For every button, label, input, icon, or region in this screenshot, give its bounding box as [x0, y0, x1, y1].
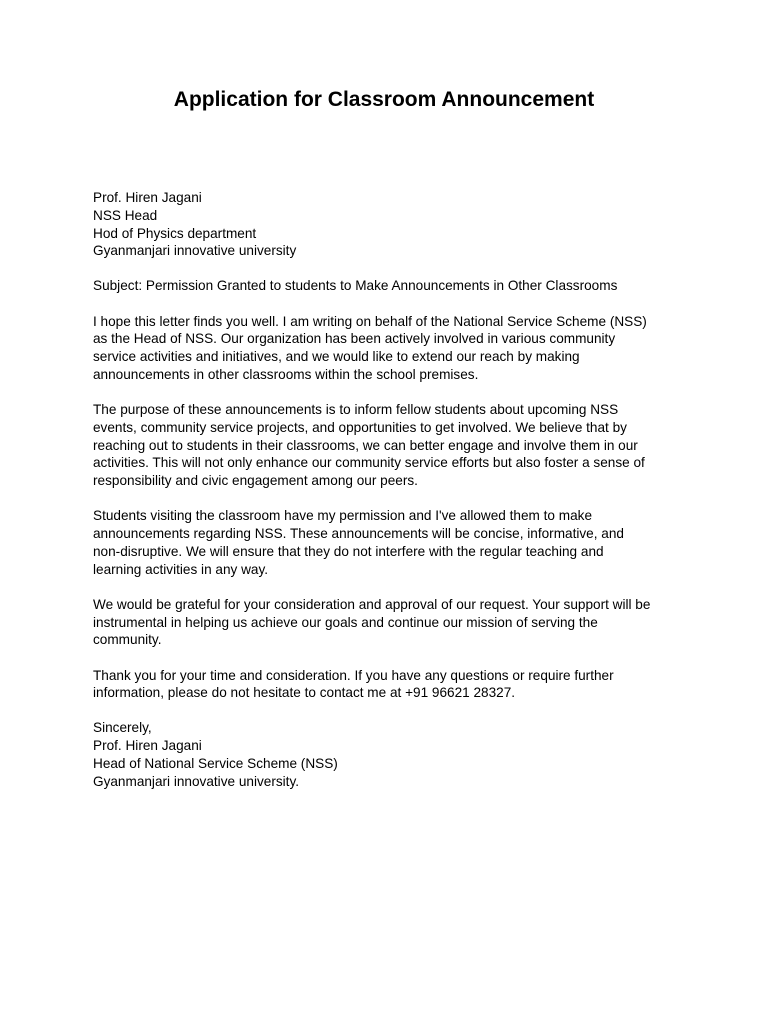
paragraph-permission: [93, 507, 683, 578]
paragraph-intro: [93, 313, 683, 384]
address-line: Prof. Hiren Jagani: [93, 190, 202, 205]
subject-line: [93, 277, 683, 295]
paragraph-line: Thank you for your time and consideration. If you have any questions or require further: [93, 667, 614, 683]
paragraph-line: I hope this letter finds you well. I am writing on behalf of the National Service Scheme (NSS): [93, 313, 647, 329]
paragraph-line: The purpose of these announcements is to inform fellow students about upcoming NSS: [93, 402, 619, 418]
paragraph-line: events, community service projects, and opportunities to get involved. We believe that by: [93, 419, 627, 435]
closing-signature: [93, 719, 683, 790]
paragraph-line: announcements regarding NSS. These announcements will be concise, informative, and: [93, 526, 624, 542]
closing-line: Sincerely,: [93, 720, 152, 736]
paragraph-line: instrumental in helping us achieve our goals and continue our mission of serving the: [93, 614, 598, 630]
paragraph-line: as the Head of NSS. Our organization has been actively involved in various community: [93, 331, 616, 347]
paragraph-line: learning activities in any way.: [93, 561, 269, 577]
paragraph-request: [93, 596, 683, 649]
address-line: Hod of Physics department: [93, 225, 257, 241]
paragraph-line: Students visiting the classroom have my permission and I've allowed them to make: [93, 508, 592, 524]
paragraph-line: We would be grateful for your consideration and approval of our request. Your support will be: [93, 596, 651, 612]
address-line: NSS Head: [93, 207, 158, 223]
closing-line: Prof. Hiren Jagani: [93, 738, 202, 754]
closing-line: Head of National Service Scheme (NSS): [93, 756, 338, 771]
paragraph-purpose: [93, 401, 683, 490]
paragraph-line: responsibility and civic engagement among our peers.: [93, 473, 418, 489]
address-line: Gyanmanjari innovative university: [93, 243, 297, 259]
subject-text: Subject: Permission Granted to students to Make Announcements in Other Classrooms: [93, 278, 618, 294]
recipient-address: [93, 189, 683, 260]
paragraph-thanks: [93, 667, 683, 703]
paragraph-line: reaching out to students in their classrooms, we can better engage and involve them in our: [93, 437, 638, 453]
letter-body: [93, 189, 683, 808]
closing-line: Gyanmanjari innovative university.: [93, 773, 300, 789]
paragraph-line: information, please do not hesitate to contact me at +91 96621 28327.: [93, 685, 516, 701]
paragraph-line: announcements in other classrooms within the school premises.: [93, 366, 479, 382]
paragraph-line: service activities and initiatives, and we would like to extend our reach by making: [93, 349, 580, 365]
paragraph-line: non-disruptive. We will ensure that they do not interfere with the regular teaching and: [93, 543, 604, 559]
paragraph-line: activities. This will not only enhance our community service efforts but also foster a sense of: [93, 455, 645, 471]
document-title: Application for Classroom Announcement: [173, 88, 595, 111]
paragraph-line: community.: [93, 632, 162, 648]
